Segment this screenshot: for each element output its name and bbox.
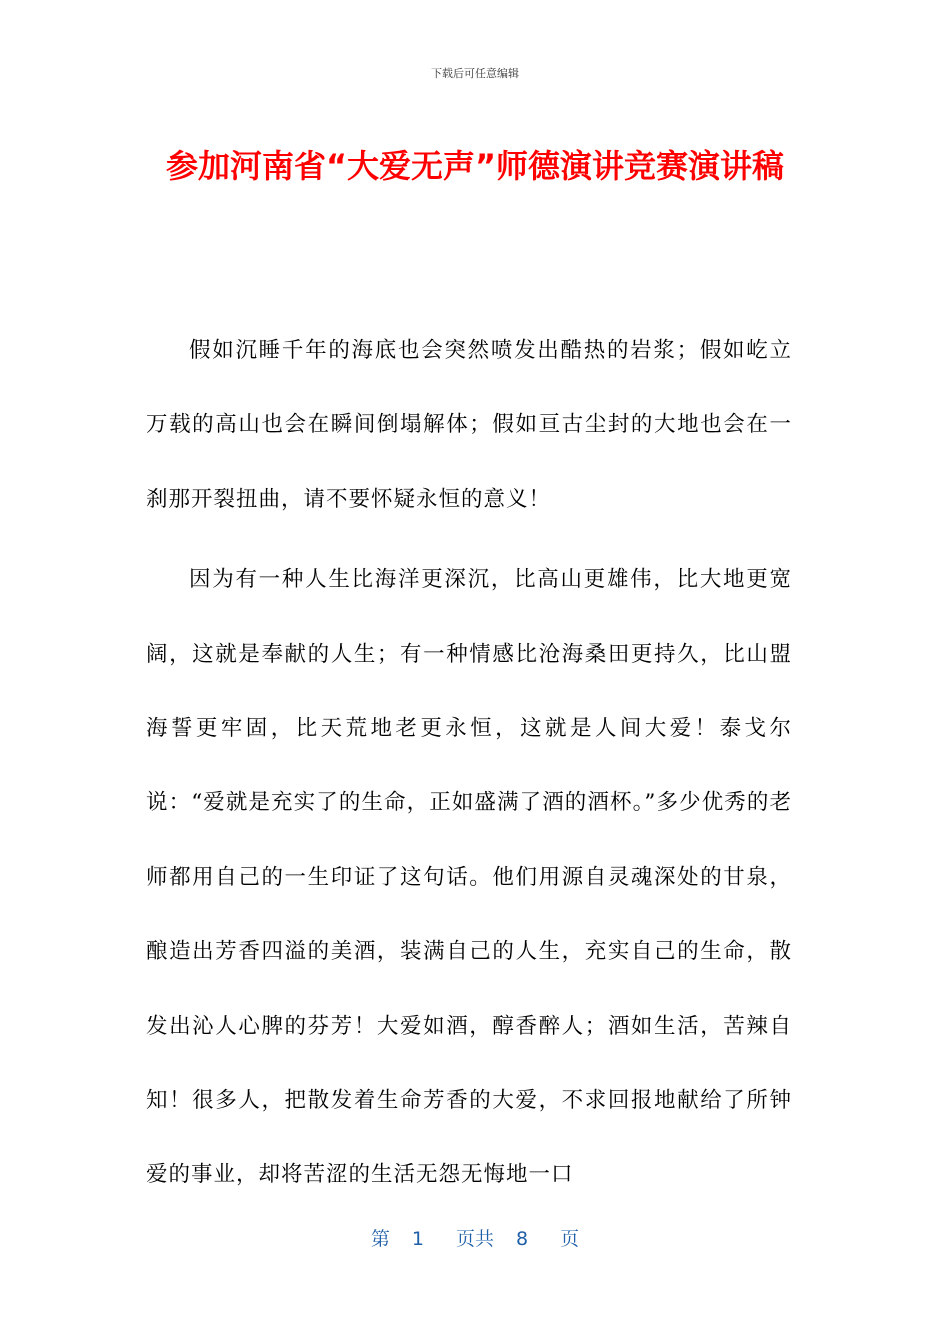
footer-label-prefix: 第 [370,1228,390,1250]
document-body [146,314,792,1219]
header-note: 下载后可任意编辑 [431,67,519,80]
footer-label-middle: 页共 [455,1228,494,1250]
footer-label-suffix: 页 [560,1228,580,1250]
footer-total-pages: 8 [516,1228,529,1250]
page-footer [0,1226,950,1252]
paragraph-1: 假如沉睡千年的海底也会突然喷发出酷热的岩浆；假如屹立万载的高山也会在瞬间倒塌解体；假如亘古尘封的大地也会在一刹那开裂扭曲，请不要怀疑永恒的意义！ [146,338,792,512]
footer-current-page: 1 [411,1228,424,1250]
paragraph-2: 因为有一种人生比海洋更深沉，比高山更雄伟，比大地更宽阔，这就是奉献的人生；有一种情感比沧海桑田更持久，比山盟海誓更牢固，比天荒地老更永恒，这就是人间大爱！泰戈尔说：“爱就是充实了的生命，正如盛满了酒的酒杯。”多少优秀的老师都用自己的一生印证了这句话。他们用源自灵魂深处的甘泉，酿造出芳香四溢的美酒，装满自己的人生，充实自己的生命，散发出沁人心脾的芬芳！大爱如酒，醇香醉人；酒如生活，苦辣自知！很多人，把散发着生命芳香的大爱，不求回报地献给了所钟爱的事业，却将苦涩的生活无怨无悔地一口 [146,567,792,1188]
document-title: 参加河南省“大爱无声”师德演讲竞赛演讲稿 [165,147,785,185]
